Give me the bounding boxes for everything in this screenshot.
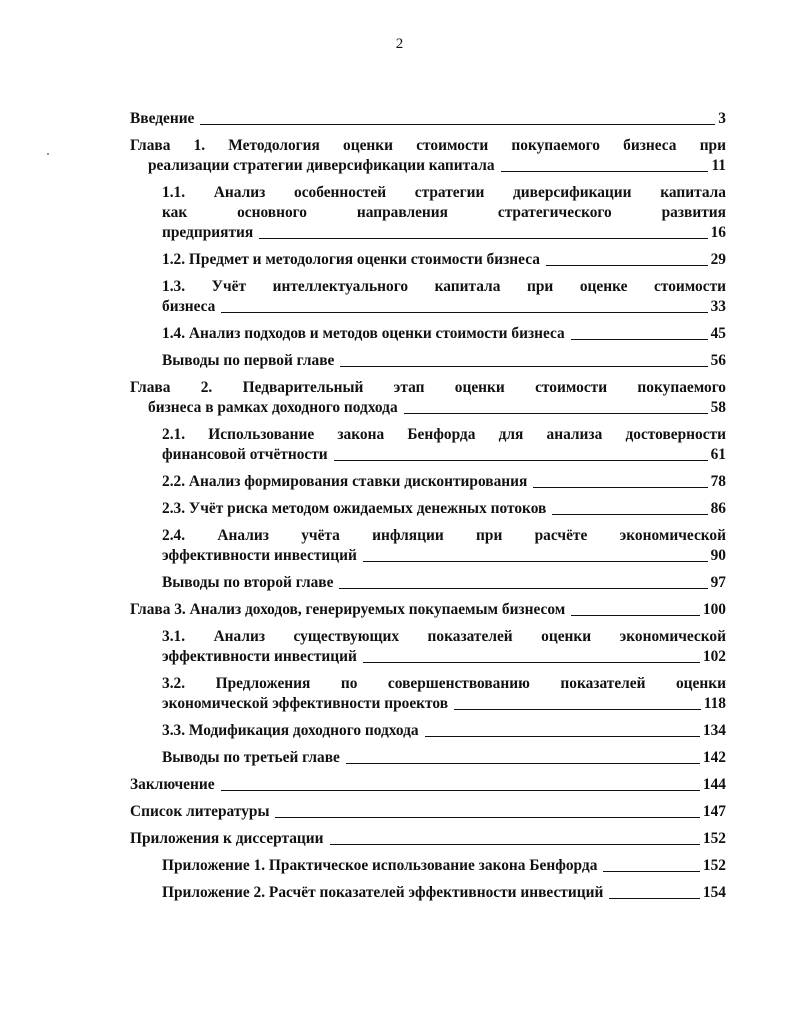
toc-entry-title: бизнеса bbox=[162, 298, 216, 315]
toc-entry-title: Список литературы bbox=[130, 803, 270, 820]
toc-entry bbox=[130, 573, 726, 593]
leader-line bbox=[259, 238, 707, 239]
toc-page-number: 78 bbox=[710, 473, 726, 490]
toc-entry bbox=[130, 883, 726, 903]
toc-page-number: 56 bbox=[710, 352, 726, 369]
toc-entry bbox=[130, 802, 726, 822]
leader-line bbox=[501, 171, 709, 172]
leader-line bbox=[346, 763, 700, 764]
toc-entry-title: эффективности инвестиций bbox=[162, 547, 357, 564]
toc-entry-line: как основного направления стратегического развития bbox=[162, 204, 726, 221]
scan-speck bbox=[47, 153, 49, 155]
toc-entry-line: Глава 1. Методология оценки стоимости покупаемого бизнеса при bbox=[130, 137, 726, 154]
toc-entry-title: предприятия bbox=[162, 224, 254, 241]
leader-line bbox=[404, 413, 708, 414]
toc-entry bbox=[130, 674, 726, 714]
leader-line bbox=[330, 844, 700, 845]
toc-entry bbox=[130, 526, 726, 566]
toc-entry-line: 3.1. Анализ существующих показателей оценки экономической bbox=[162, 628, 726, 645]
toc-entry-title: эффективности инвестиций bbox=[162, 648, 357, 665]
toc-entry bbox=[130, 856, 726, 876]
toc-entry-title: Выводы по второй главе bbox=[162, 574, 334, 591]
toc-entry-title: 2.2. Анализ формирования ставки дисконтирования bbox=[162, 473, 528, 490]
toc-page-number: 61 bbox=[710, 446, 726, 463]
leader-line bbox=[546, 265, 708, 266]
table-of-contents bbox=[130, 109, 726, 910]
leader-line bbox=[339, 588, 707, 589]
toc-page-number: 45 bbox=[710, 325, 726, 342]
toc-entry-title: Приложение 2. Расчёт показателей эффективности инвестиций bbox=[162, 884, 604, 901]
toc-entry bbox=[130, 472, 726, 492]
toc-entry-title: 3.3. Модификация доходного подхода bbox=[162, 722, 419, 739]
leader-line bbox=[571, 615, 700, 616]
leader-line bbox=[334, 460, 708, 461]
leader-line bbox=[533, 487, 707, 488]
toc-entry-title: 1.2. Предмет и методология оценки стоимости бизнеса bbox=[162, 251, 540, 268]
toc-entry bbox=[130, 499, 726, 519]
toc-entry bbox=[130, 250, 726, 270]
leader-line bbox=[221, 312, 707, 313]
toc-page-number: 142 bbox=[702, 749, 726, 766]
toc-entry-title: Приложение 1. Практическое использование закона Бенфорда bbox=[162, 857, 598, 874]
page-number: 2 bbox=[395, 36, 404, 52]
toc-entry-title: 2.3. Учёт риска методом ожидаемых денежных потоков bbox=[162, 500, 547, 517]
leader-line bbox=[603, 871, 700, 872]
toc-page-number: 90 bbox=[710, 547, 726, 564]
toc-page-number: 11 bbox=[711, 157, 726, 174]
toc-page-number: 118 bbox=[703, 695, 726, 712]
leader-line bbox=[200, 124, 715, 125]
toc-page-number: 3 bbox=[718, 110, 726, 127]
toc-entry bbox=[130, 721, 726, 741]
toc-entry-title: финансовой отчётности bbox=[162, 446, 328, 463]
toc-entry-line: 1.3. Учёт интеллектуального капитала при оценке стоимости bbox=[162, 278, 726, 295]
toc-entry-line: 2.1. Использование закона Бенфорда для анализа достоверности bbox=[162, 426, 726, 443]
leader-line bbox=[571, 339, 708, 340]
leader-line bbox=[609, 898, 700, 899]
toc-entry-title: Приложения к диссертации bbox=[130, 830, 324, 847]
toc-entry bbox=[130, 600, 726, 620]
leader-line bbox=[454, 709, 701, 710]
toc-page-number: 16 bbox=[710, 224, 726, 241]
toc-entry bbox=[130, 775, 726, 795]
toc-page-number: 86 bbox=[710, 500, 726, 517]
toc-page-number: 29 bbox=[710, 251, 726, 268]
toc-entry bbox=[130, 324, 726, 344]
leader-line bbox=[552, 514, 707, 515]
toc-entry-line: Глава 2. Педварительный этап оценки стоимости покупаемого bbox=[130, 379, 726, 396]
toc-page-number: 147 bbox=[702, 803, 726, 820]
toc-entry-line: 2.4. Анализ учёта инфляции при расчёте экономической bbox=[162, 527, 726, 544]
toc-entry-title: бизнеса в рамках доходного подхода bbox=[148, 399, 398, 416]
toc-page-number: 58 bbox=[710, 399, 726, 416]
toc-entry bbox=[130, 136, 726, 176]
toc-entry bbox=[130, 183, 726, 243]
toc-entry bbox=[130, 378, 726, 418]
toc-page-number: 33 bbox=[710, 298, 726, 315]
toc-entry-title: экономической эффективности проектов bbox=[162, 695, 449, 712]
leader-line bbox=[425, 736, 700, 737]
toc-page-number: 100 bbox=[702, 601, 726, 618]
toc-entry bbox=[130, 425, 726, 465]
toc-page-number: 97 bbox=[710, 574, 726, 591]
toc-page-number: 134 bbox=[702, 722, 726, 739]
toc-entry bbox=[130, 627, 726, 667]
toc-page-number: 152 bbox=[702, 830, 726, 847]
toc-page-number: 152 bbox=[702, 857, 726, 874]
toc-entry bbox=[130, 109, 726, 129]
toc-entry bbox=[130, 351, 726, 371]
leader-line bbox=[363, 561, 708, 562]
toc-entry-title: Глава 3. Анализ доходов, генерируемых покупаемым бизнесом bbox=[130, 601, 566, 618]
toc-entry bbox=[130, 748, 726, 768]
toc-page-number: 154 bbox=[702, 884, 726, 901]
toc-entry-title: Выводы по третьей главе bbox=[162, 749, 340, 766]
toc-entry bbox=[130, 277, 726, 317]
toc-page-number: 102 bbox=[702, 648, 726, 665]
leader-line bbox=[363, 662, 700, 663]
toc-entry-title: Введение bbox=[130, 110, 195, 127]
leader-line bbox=[340, 366, 707, 367]
toc-entry-title: Выводы по первой главе bbox=[162, 352, 335, 369]
toc-entry-title: Заключение bbox=[130, 776, 215, 793]
toc-entry-line: 1.1. Анализ особенностей стратегии диверсификации капитала bbox=[162, 184, 726, 201]
toc-entry bbox=[130, 829, 726, 849]
toc-entry-title: реализации стратегии диверсификации капитала bbox=[148, 157, 495, 174]
leader-line bbox=[275, 817, 699, 818]
toc-page-number: 144 bbox=[702, 776, 726, 793]
toc-entry-title: 1.4. Анализ подходов и методов оценки стоимости бизнеса bbox=[162, 325, 565, 342]
toc-entry-line: 3.2. Предложения по совершенствованию показателей оценки bbox=[162, 675, 726, 692]
leader-line bbox=[221, 790, 700, 791]
